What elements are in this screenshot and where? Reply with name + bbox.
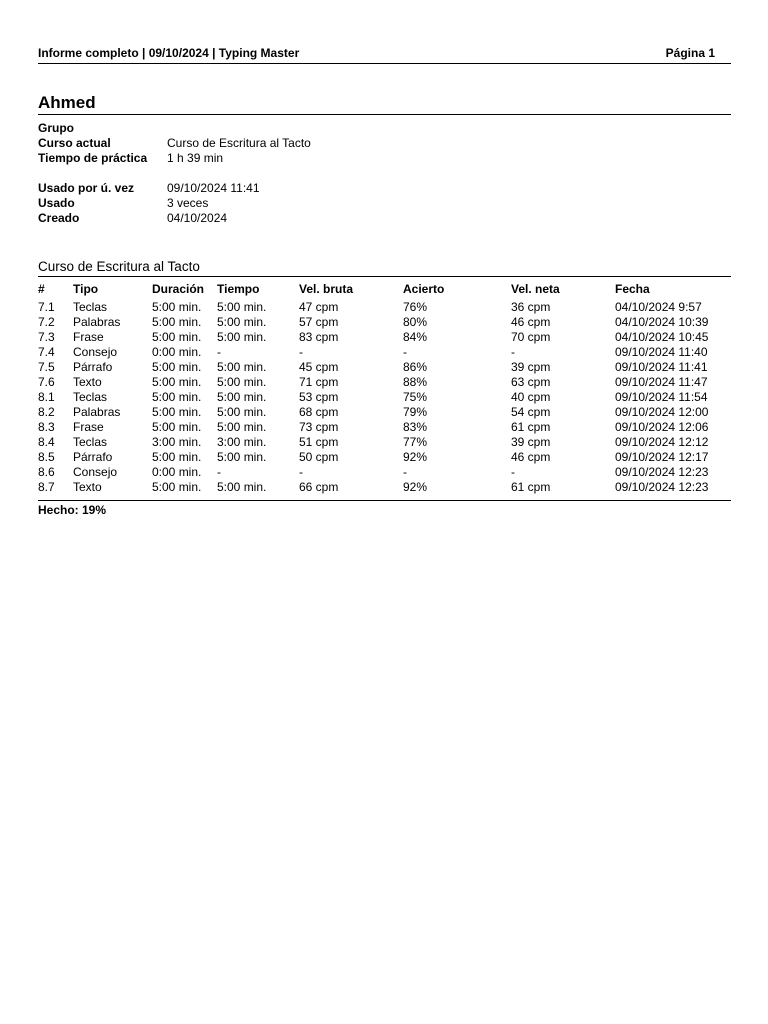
table-cell-duration: 5:00 min. [152,480,202,494]
table-cell-date: 09/10/2024 12:23 [615,480,709,494]
table-cell-time: 5:00 min. [217,300,267,314]
course-divider [38,276,731,277]
table-cell-gross-speed: 47 cpm [299,300,339,314]
table-cell-duration: 5:00 min. [152,405,202,419]
table-cell-gross-speed: 71 cpm [299,375,339,389]
table-cell-net-speed: 54 cpm [511,405,551,419]
table-cell-number: 7.1 [38,300,55,314]
table-cell-time: 3:00 min. [217,435,267,449]
table-cell-type: Consejo [73,345,118,359]
column-header-number: # [38,282,45,296]
table-cell-number: 8.2 [38,405,55,419]
table-cell-time: 5:00 min. [217,390,267,404]
table-cell-gross-speed: - [299,465,303,479]
table-cell-number: 7.6 [38,375,55,389]
table-cell-time: 5:00 min. [217,330,267,344]
info-value: 04/10/2024 [167,211,228,225]
table-cell-time: 5:00 min. [217,375,267,389]
table-cell-number: 7.5 [38,360,55,374]
table-cell-duration: 5:00 min. [152,420,202,434]
table-cell-gross-speed: 51 cpm [299,435,339,449]
column-header-type: Tipo [73,282,99,296]
info-label: Curso actual [38,136,111,150]
table-cell-gross-speed: - [299,345,303,359]
table-cell-duration: 5:00 min. [152,375,202,389]
table-cell-date: 09/10/2024 11:47 [615,375,708,389]
table-divider [38,500,731,501]
name-divider [38,114,731,115]
info-label: Creado [38,211,80,225]
table-cell-gross-speed: 73 cpm [299,420,339,434]
table-cell-duration: 0:00 min. [152,465,202,479]
table-cell-net-speed: 63 cpm [511,375,551,389]
report-header-title: Informe completo | 09/10/2024 | Typing Master [38,46,300,60]
table-cell-accuracy: 79% [403,405,428,419]
table-cell-type: Teclas [73,435,108,449]
info-value: 09/10/2024 11:41 [167,181,260,195]
table-cell-net-speed: 61 cpm [511,480,551,494]
table-cell-net-speed: 39 cpm [511,360,551,374]
header-divider [38,63,731,64]
table-cell-net-speed: 46 cpm [511,315,551,329]
table-cell-net-speed: 46 cpm [511,450,551,464]
table-cell-time: 5:00 min. [217,360,267,374]
table-cell-number: 8.7 [38,480,55,494]
table-cell-time: 5:00 min. [217,405,267,419]
table-cell-date: 04/10/2024 10:39 [615,315,709,329]
table-cell-duration: 5:00 min. [152,360,202,374]
table-cell-type: Párrafo [73,360,113,374]
table-cell-net-speed: 70 cpm [511,330,551,344]
info-value: 1 h 39 min [167,151,224,165]
course-title: Curso de Escritura al Tacto [38,259,200,274]
info-value: 3 veces [167,196,209,210]
table-cell-duration: 5:00 min. [152,330,202,344]
table-cell-date: 04/10/2024 10:45 [615,330,709,344]
table-cell-duration: 3:00 min. [152,435,202,449]
table-cell-date: 09/10/2024 12:12 [615,435,709,449]
column-header-net-speed: Vel. neta [511,282,560,296]
info-label: Grupo [38,121,74,135]
table-cell-number: 7.4 [38,345,55,359]
page-number: Página 1 [665,46,715,60]
table-cell-gross-speed: 66 cpm [299,480,339,494]
table-cell-duration: 0:00 min. [152,345,202,359]
table-cell-type: Frase [73,420,104,434]
table-cell-number: 8.5 [38,450,55,464]
table-cell-type: Consejo [73,465,118,479]
table-cell-accuracy: - [403,465,407,479]
table-cell-accuracy: - [403,345,407,359]
table-cell-gross-speed: 83 cpm [299,330,339,344]
table-cell-type: Frase [73,330,104,344]
table-cell-date: 09/10/2024 11:41 [615,360,708,374]
table-cell-time: 5:00 min. [217,315,267,329]
table-cell-number: 8.3 [38,420,55,434]
table-cell-gross-speed: 53 cpm [299,390,339,404]
table-cell-gross-speed: 57 cpm [299,315,339,329]
table-cell-date: 09/10/2024 12:23 [615,465,709,479]
column-header-time: Tiempo [217,282,260,296]
table-cell-duration: 5:00 min. [152,315,202,329]
info-label: Tiempo de práctica [38,151,148,165]
table-cell-accuracy: 77% [403,435,428,449]
table-cell-time: 5:00 min. [217,420,267,434]
table-cell-date: 09/10/2024 12:00 [615,405,709,419]
info-label: Usado [38,196,75,210]
table-cell-type: Texto [73,480,102,494]
table-cell-gross-speed: 50 cpm [299,450,339,464]
table-cell-time: - [217,345,221,359]
table-cell-time: - [217,465,221,479]
table-cell-type: Palabras [73,405,121,419]
table-cell-number: 7.3 [38,330,55,344]
table-cell-type: Teclas [73,390,108,404]
table-cell-time: 5:00 min. [217,480,267,494]
table-cell-type: Teclas [73,300,108,314]
column-header-date: Fecha [615,282,650,296]
column-header-gross-speed: Vel. bruta [299,282,354,296]
column-header-duration: Duración [152,282,205,296]
table-cell-net-speed: 36 cpm [511,300,551,314]
table-cell-accuracy: 76% [403,300,428,314]
table-cell-net-speed: 61 cpm [511,420,551,434]
table-cell-gross-speed: 68 cpm [299,405,339,419]
table-cell-type: Texto [73,375,102,389]
table-cell-duration: 5:00 min. [152,390,202,404]
info-value: Curso de Escritura al Tacto [167,136,311,150]
table-cell-accuracy: 84% [403,330,428,344]
table-cell-number: 7.2 [38,315,55,329]
column-header-accuracy: Acierto [403,282,445,296]
report-header [38,46,731,60]
table-cell-accuracy: 75% [403,390,428,404]
table-cell-duration: 5:00 min. [152,300,202,314]
table-cell-net-speed: 40 cpm [511,390,551,404]
table-cell-duration: 5:00 min. [152,450,202,464]
table-cell-accuracy: 92% [403,480,428,494]
table-cell-number: 8.6 [38,465,55,479]
student-name: Ahmed [38,93,96,112]
table-cell-date: 09/10/2024 12:17 [615,450,709,464]
table-cell-time: 5:00 min. [217,450,267,464]
table-cell-accuracy: 92% [403,450,428,464]
completion-status: Hecho: 19% [38,503,107,517]
table-cell-type: Párrafo [73,450,113,464]
table-cell-type: Palabras [73,315,121,329]
table-cell-accuracy: 88% [403,375,428,389]
table-cell-net-speed: - [511,345,515,359]
table-cell-date: 04/10/2024 9:57 [615,300,702,314]
table-cell-gross-speed: 45 cpm [299,360,339,374]
table-cell-net-speed: 39 cpm [511,435,551,449]
table-cell-accuracy: 86% [403,360,428,374]
table-cell-number: 8.1 [38,390,55,404]
table-cell-date: 09/10/2024 12:06 [615,420,709,434]
table-cell-date: 09/10/2024 11:54 [615,390,708,404]
info-label: Usado por ú. vez [38,181,135,195]
table-cell-accuracy: 80% [403,315,428,329]
table-cell-date: 09/10/2024 11:40 [615,345,708,359]
table-cell-accuracy: 83% [403,420,428,434]
table-cell-number: 8.4 [38,435,55,449]
table-cell-net-speed: - [511,465,515,479]
